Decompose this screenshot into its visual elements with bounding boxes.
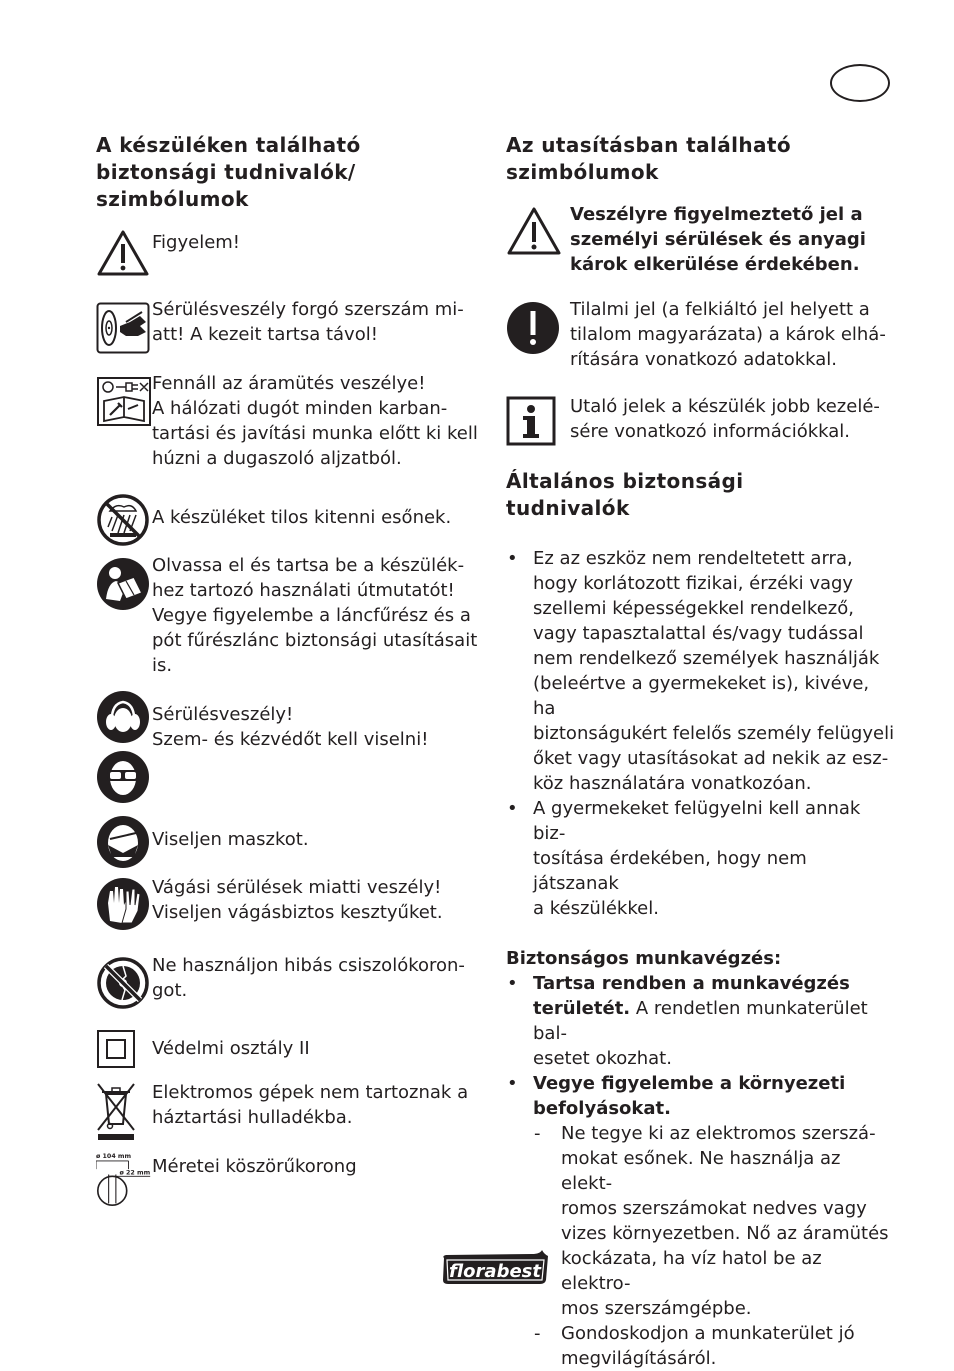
symbol-text: Ne használjon hibás csiszolókoron- got. <box>152 955 465 1001</box>
protective-gloves-icon <box>96 877 152 931</box>
symbol-row-prohibition <box>506 301 896 372</box>
right-column <box>506 132 896 1371</box>
warning-triangle-icon <box>96 229 152 277</box>
symbol-text: Elektromos gépek nem tartoznak a háztartási hulladékba. <box>152 1082 469 1128</box>
symbol-row-eye-ear-protection <box>96 690 486 804</box>
list-item: • Ez az eszköz nem rendeltetett arra, hogy korlátozott fizikai, érzéki vagy szellemi képességekkel rendelkező, vagy tapasztalattal és/vagy tudással nem rendelkező személyek használják (beleértve a gyermekeket is), kivéve, ha biztonságukért felelős személy felügyeli őket vagy utasításokat ad nekik az esz- köz használatára vonatkozóan. <box>506 546 896 796</box>
prohibition-sign-icon <box>506 301 570 355</box>
info-icon <box>506 396 570 446</box>
eye-protection-icon <box>96 750 150 804</box>
dust-mask-icon <box>96 815 152 869</box>
list-item-rest: A rendetlen munkaterület bal- esetet okozhat. <box>533 998 868 1069</box>
symbol-row-disc-dimensions <box>96 1148 486 1210</box>
no-damaged-disc-icon <box>96 956 152 1010</box>
manual-symbols-heading: Az utasításban található szimbólumok <box>506 133 792 184</box>
list-item <box>506 971 896 1071</box>
list-item: • A gyermekeket felügyelni kell annak biz- tosítása érdekében, hogy nem játszanak a készülékkel. <box>506 796 896 921</box>
symbol-text: Veszélyre figyelmeztető jel a személyi sérülések és anyagi károk elkerülése érdekében. <box>570 204 866 275</box>
symbol-row-gloves <box>96 877 486 931</box>
symbol-row-danger-warning <box>506 206 896 277</box>
symbol-text: Figyelem! <box>152 232 241 253</box>
symbol-row-rotating-tool <box>96 299 486 354</box>
symbol-text: Védelmi osztály II <box>152 1038 310 1059</box>
symbol-text: Fennáll az áramütés veszélye! A hálózati dugót minden karban- tartási és javítási munka előtt ki kell húzni a dugaszoló aljzatból. <box>152 373 478 469</box>
no-rain-icon <box>96 493 152 547</box>
left-column <box>96 132 486 1210</box>
list-item: - Ne tegye ki az elektromos szerszá- mokat esőnek. Ne használja az elekt- romos szerszámokat nedves vagy vizes környezetben. Nő az áramütés kockázata, ha víz hatol be az elektro- mos szerszámgépbe. <box>533 1121 896 1321</box>
symbol-text: Méretei köszörűkorong <box>152 1156 357 1177</box>
symbol-row-damaged-disc <box>96 956 486 1010</box>
symbol-text: Tilalmi jel (a felkiáltó jel helyett a tilalom magyarázata) a károk elhá- rítására vonatkozó adatokkal. <box>570 299 886 370</box>
symbol-row-attention <box>96 229 486 277</box>
general-safety-list <box>506 546 896 921</box>
symbol-text: Olvassa el és tartsa be a készülék- hez tartozó használati útmutatót! Vegye figyelembe a láncfűrész és a pót fűrészlánc biztonsági utasításait is. <box>152 555 478 676</box>
protection-class-ii-icon <box>96 1029 152 1069</box>
symbol-text: A készüléket tilos kitenni esőnek. <box>152 507 452 528</box>
language-tab-oval <box>830 64 890 102</box>
read-manual-icon <box>96 557 152 611</box>
disc-outer-diameter: ø 104 mm <box>96 1153 132 1161</box>
symbol-text: Vágási sérülések miatti veszély! Viseljen vágásbiztos kesztyűket. <box>152 877 443 923</box>
disc-inner-diameter: ø 22 mm <box>119 1169 151 1177</box>
symbol-row-protection-class <box>96 1029 486 1069</box>
symbol-text: Viseljen maszkot. <box>152 829 309 850</box>
symbol-text: Sérülésveszély forgó szerszám mi- att! A kezeit tartsa távol! <box>152 299 464 345</box>
logo-wordmark: florabest <box>449 1261 541 1282</box>
protection-icons <box>96 690 152 804</box>
disc-dimensions-icon <box>96 1148 152 1210</box>
environment-sublist <box>506 1121 896 1371</box>
symbol-row-read-manual <box>96 557 486 678</box>
unplug-maintenance-icon <box>96 375 152 427</box>
symbol-row-no-rain <box>96 493 486 547</box>
symbol-row-unplug <box>96 375 486 471</box>
list-item-bold: Vegye figyelembe a környezeti befolyásokat. <box>533 1073 846 1119</box>
device-symbols-heading: A készüléken található biztonsági tudnivalók/ szimbólumok <box>96 133 361 211</box>
safe-work-heading: Biztonságos munkavégzés: <box>506 948 782 969</box>
symbol-text: Utaló jelek a készülék jobb kezelé- sére vonatkozó információkkal. <box>570 396 880 442</box>
symbol-row-info <box>506 396 896 446</box>
weee-bin-icon <box>96 1082 152 1140</box>
safe-work-list <box>506 971 896 1121</box>
list-item-bold: Tartsa rendben a munkavégzés területét. <box>533 973 850 1019</box>
symbol-row-weee <box>96 1082 486 1140</box>
florabest-logo <box>440 1248 550 1286</box>
general-safety-heading: Általános biztonsági tudnivalók <box>506 469 744 520</box>
rotating-tool-hand-icon <box>96 302 152 354</box>
symbol-row-mask <box>96 815 486 869</box>
symbol-text: Sérülésveszély! Szem- és kézvédőt kell viselni! <box>152 704 429 750</box>
warning-triangle-icon <box>506 206 570 256</box>
ear-protection-icon <box>96 690 150 744</box>
list-item <box>506 1071 896 1121</box>
list-item: - Gondoskodjon a munkaterület jó megvilágításáról. <box>533 1321 896 1371</box>
